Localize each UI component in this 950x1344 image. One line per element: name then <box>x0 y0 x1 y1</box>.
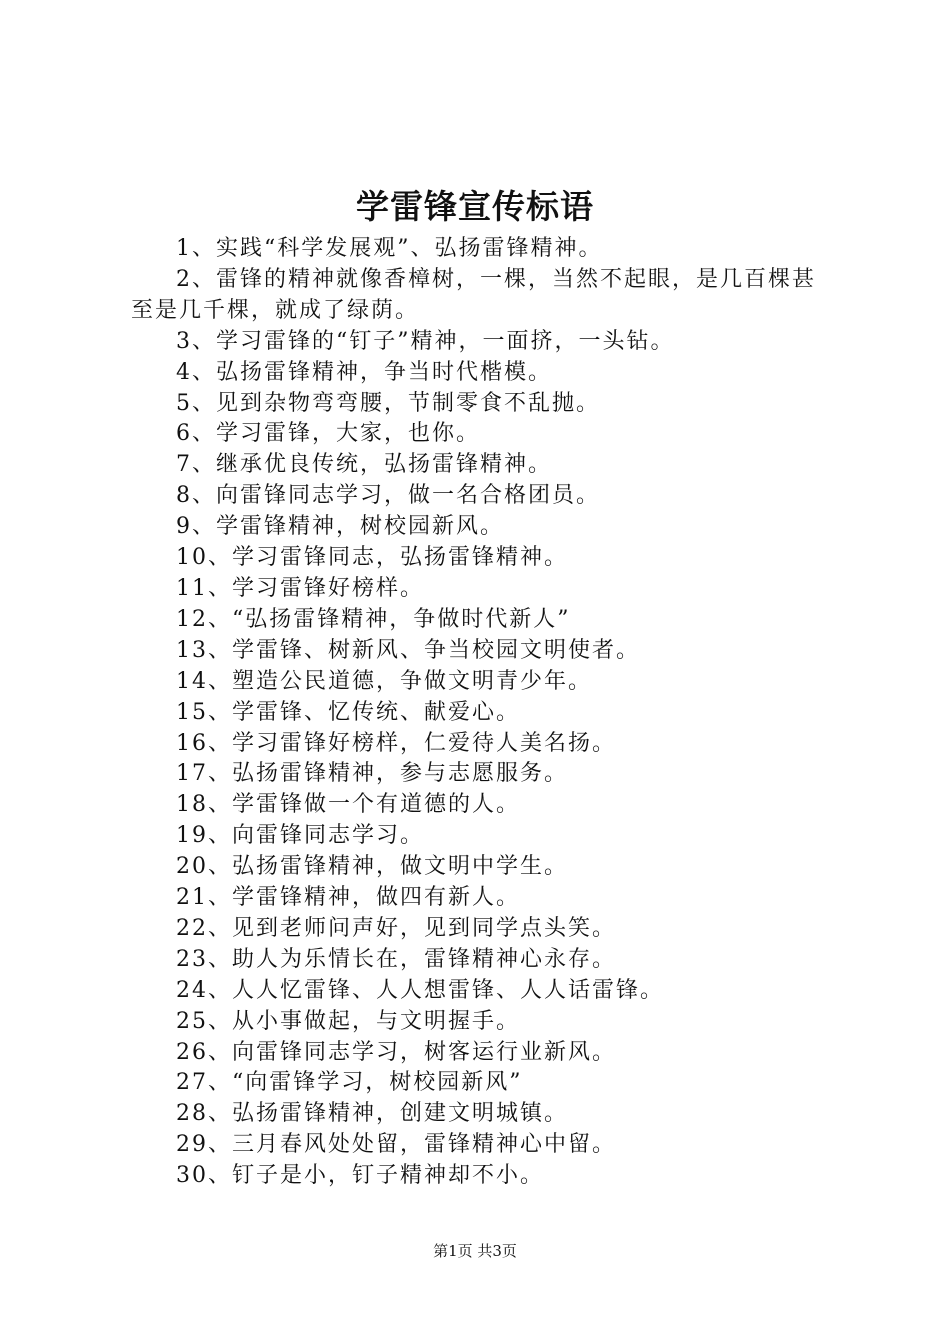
list-item: 8、向雷锋同志学习，做一名合格团员。 <box>176 483 600 509</box>
list-item: 2、雷锋的精神就像香樟树，一棵，当然不起眼，是几百棵甚至是几千棵，就成了绿荫。 <box>131 266 816 323</box>
document-title: 学雷锋宣传标语 <box>356 187 594 226</box>
list-item: 25、从小事做起，与文明握手。 <box>176 1008 520 1034</box>
list-item: 18、学雷锋做一个有道德的人。 <box>176 792 520 818</box>
list-item: 1、实践“科学发展观”、弘扬雷锋精神。 <box>176 236 603 261</box>
list-item: 10、学习雷锋同志，弘扬雷锋精神。 <box>176 545 568 571</box>
slogan-list <box>131 234 833 1192</box>
list-item: 14、塑造公民道德，争做文明青少年。 <box>176 668 592 694</box>
list-item: 4、弘扬雷锋精神，争当时代楷模。 <box>176 359 552 385</box>
list-item: 7、继承优良传统，弘扬雷锋精神。 <box>176 452 552 478</box>
list-item: 22、见到老师问声好，见到同学点头笑。 <box>176 915 616 941</box>
list-item: 26、向雷锋同志学习，树客运行业新风。 <box>176 1039 616 1065</box>
list-item: 30、钉子是小，钉子精神却不小。 <box>176 1163 544 1189</box>
list-item: 21、学雷锋精神，做四有新人。 <box>176 885 520 911</box>
list-item: 28、弘扬雷锋精神，创建文明城镇。 <box>176 1101 568 1127</box>
list-item: 23、助人为乐情长在，雷锋精神心永存。 <box>176 946 616 972</box>
list-item: 9、学雷锋精神，树校园新风。 <box>176 514 504 540</box>
list-item: 24、人人忆雷锋、人人想雷锋、人人话雷锋。 <box>176 977 664 1003</box>
list-item: 20、弘扬雷锋精神，做文明中学生。 <box>176 854 568 880</box>
list-item: 19、向雷锋同志学习。 <box>176 823 424 849</box>
list-item: 27、“向雷锋学习，树校园新风” <box>176 1070 523 1096</box>
list-item: 15、学雷锋、忆传统、献爱心。 <box>176 699 520 725</box>
list-item: 13、学雷锋、树新风、争当校园文明使者。 <box>176 637 640 663</box>
list-item: 11、学习雷锋好榜样。 <box>176 575 424 601</box>
list-item: 29、三月春风处处留，雷锋精神心中留。 <box>176 1132 616 1158</box>
list-item: 17、弘扬雷锋精神，参与志愿服务。 <box>176 761 568 787</box>
list-item: 6、学习雷锋，大家，也你。 <box>176 421 480 447</box>
list-item: 3、学习雷锋的“钉子”精神，一面挤，一头钻。 <box>176 328 675 354</box>
page-number: 第1页 共3页 <box>433 1242 517 1260</box>
list-item: 5、见到杂物弯弯腰，节制零食不乱抛。 <box>176 390 600 416</box>
list-item: 16、学习雷锋好榜样，仁爱待人美名扬。 <box>176 730 616 756</box>
list-item: 12、“弘扬雷锋精神，争做时代新人” <box>176 606 571 632</box>
